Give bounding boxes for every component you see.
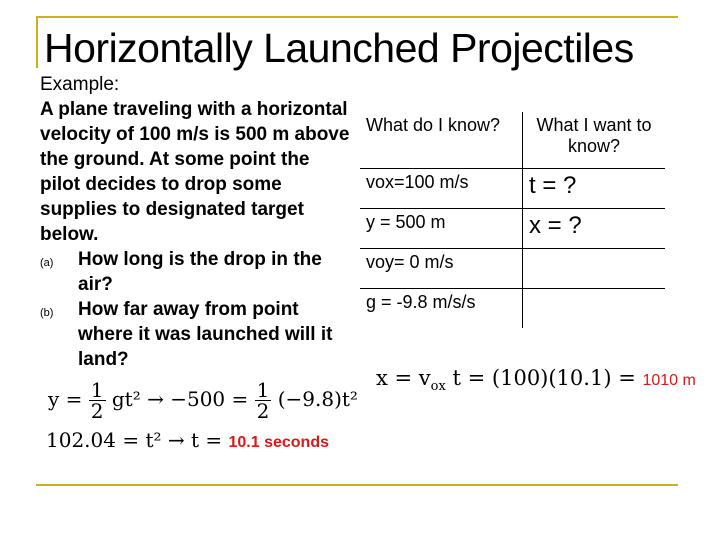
question-b-marker: (b)	[40, 307, 54, 319]
eq2-answer: 10.1 seconds	[228, 434, 329, 451]
header-known: What do I know?	[360, 112, 523, 168]
question-a-marker: (a)	[40, 257, 54, 269]
frac-den: 2	[90, 399, 104, 423]
problem-statement: A plane traveling with a horizontal velocity of 100 m/s is 500 m above the ground. At some point the pilot decides to drop some supplies to designated target below.	[40, 99, 350, 245]
frac-den: 2	[256, 399, 270, 423]
question-a	[40, 247, 350, 297]
empty-cell-1	[523, 248, 666, 288]
bottom-rule	[36, 484, 678, 486]
known-voy: voy= 0 m/s	[360, 248, 523, 288]
question-a-text: How long is the drop in the air?	[78, 249, 322, 295]
frac-num: 1	[90, 378, 104, 402]
eq1-mid: gt² → −500 =	[111, 387, 249, 411]
empty-cell-2	[523, 288, 666, 328]
eq1-left: y =	[48, 387, 83, 411]
known-g: g = -9.8 m/s/s	[360, 288, 523, 328]
eq3-x: x = v	[376, 366, 431, 390]
frac-num: 1	[256, 378, 270, 402]
eq1-half-2	[255, 380, 272, 421]
eq3-rest: t = (100)(10.1) =	[452, 366, 636, 390]
eq1-half-1	[89, 380, 106, 421]
wanted-t: t = ?	[523, 168, 666, 208]
known-vox: vox=100 m/s	[360, 168, 523, 208]
eq3-answer: 1010 m	[642, 372, 696, 389]
known-wanted-table	[360, 112, 665, 328]
header-wanted: What I want to know?	[536, 115, 652, 156]
equation-range	[376, 366, 696, 394]
wanted-x: x = ?	[523, 208, 666, 248]
example-intro: Example:	[40, 74, 120, 95]
question-b-text: How far away from point where it was launched will it land?	[78, 299, 333, 370]
question-b	[40, 297, 350, 372]
example-text	[40, 72, 350, 372]
eq2-text: 102.04 = t² → t =	[46, 428, 223, 452]
top-rule	[36, 16, 678, 18]
left-rule	[36, 16, 38, 68]
page-title: Horizontally Launched Projectiles	[44, 25, 634, 71]
known-y: y = 500 m	[360, 208, 523, 248]
eq3-sub: ox	[430, 379, 446, 395]
eq1-right: (−9.8)t²	[277, 387, 358, 411]
equation-vertical	[48, 380, 358, 421]
equation-time	[46, 428, 329, 452]
